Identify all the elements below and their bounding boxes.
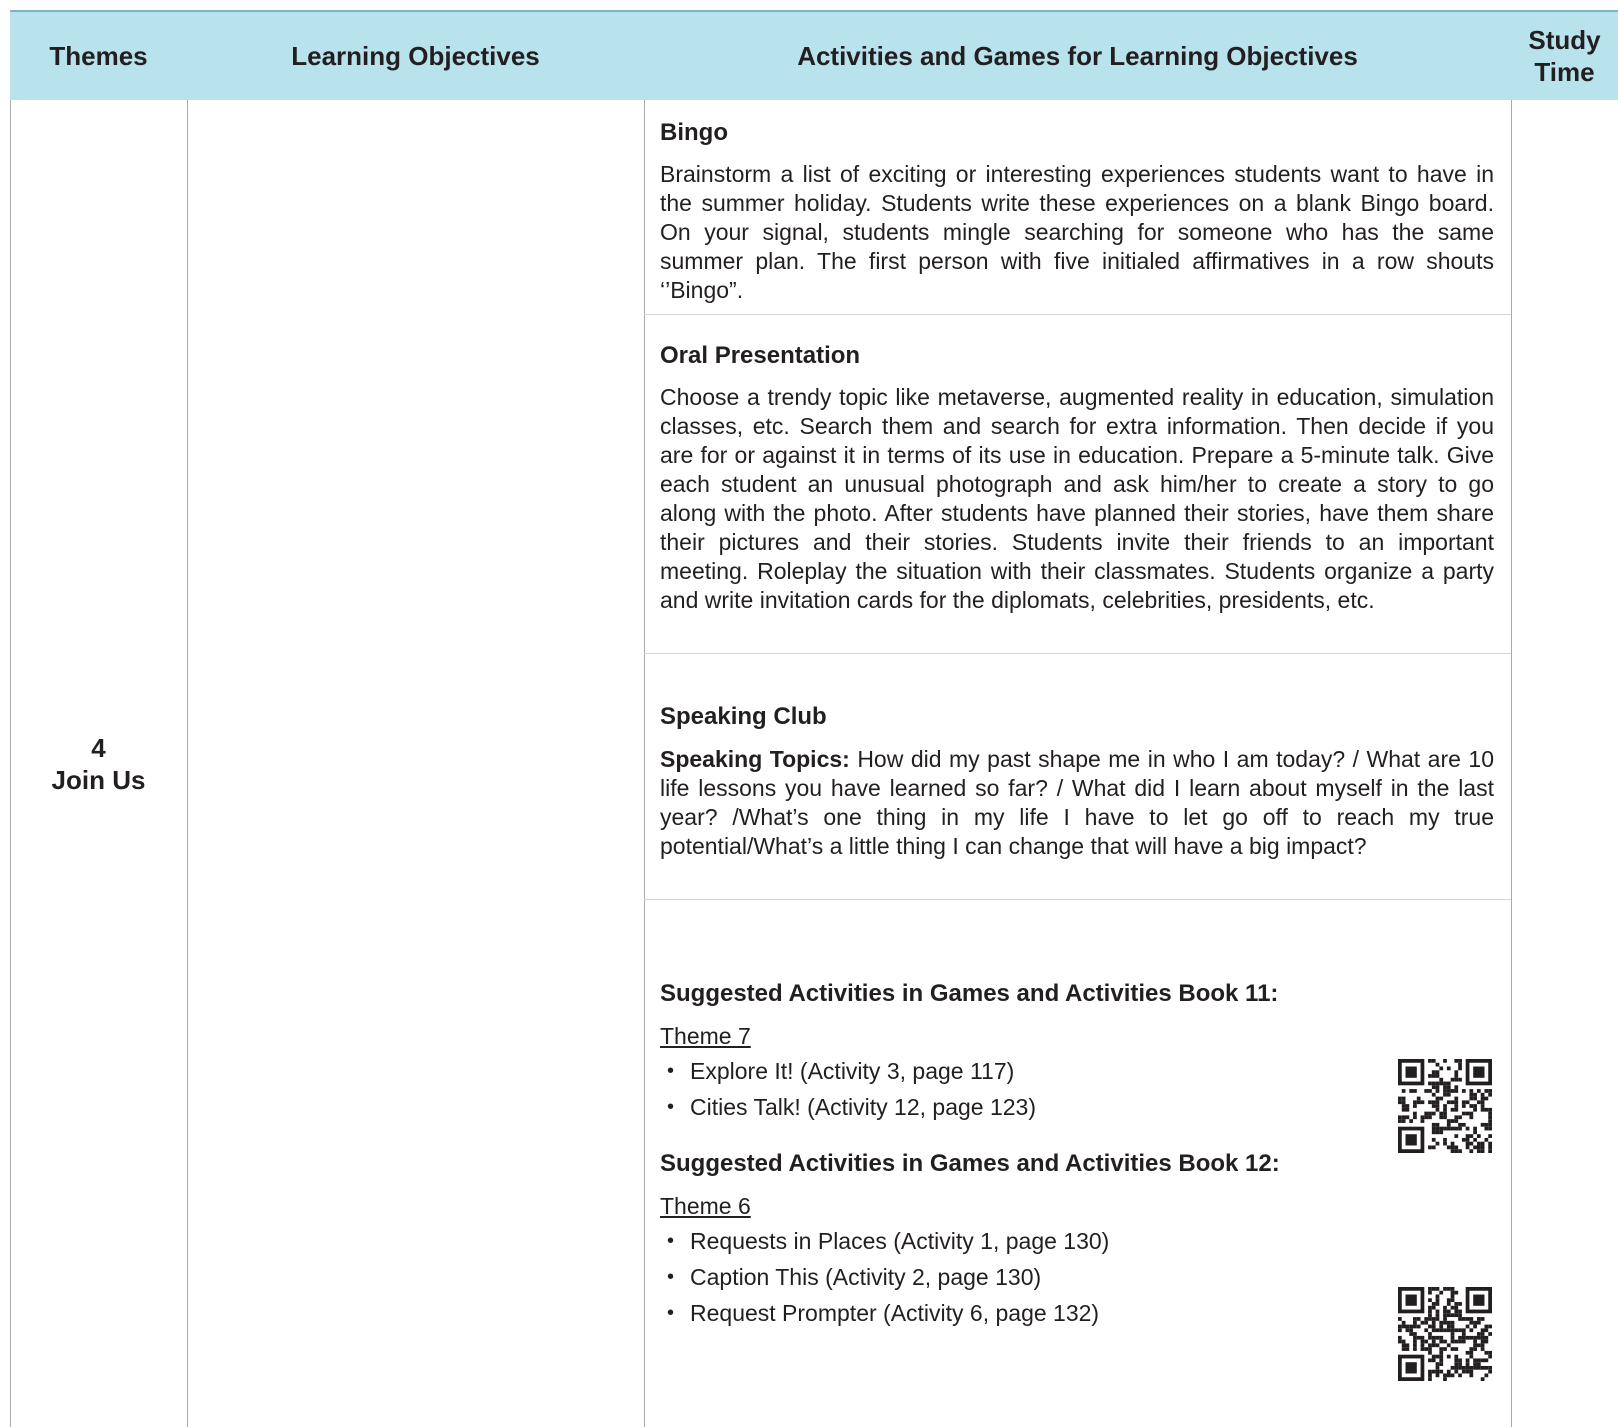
theme-name: Join Us (51, 764, 146, 795)
header-learning-objectives: Learning Objectives (291, 41, 540, 71)
header-study-time (1511, 12, 1618, 100)
bullet: • (667, 1302, 675, 1324)
list-item (660, 1259, 1494, 1295)
oral-presentation-activity (660, 341, 1494, 615)
bullet: • (667, 1266, 675, 1288)
book12-theme: Theme 6 (660, 1193, 751, 1219)
book12-suggestions (660, 1149, 1494, 1331)
bullet: • (667, 1096, 675, 1118)
activity-title: Oral Presentation (660, 342, 861, 369)
theme-cell (10, 100, 187, 1427)
bingo-activity (660, 118, 1494, 305)
book11-theme: Theme 7 (660, 1023, 751, 1049)
activity-description (660, 745, 1494, 861)
header-study-time-line1: Study (1528, 25, 1601, 55)
list-item (660, 1295, 1494, 1331)
list-item-text: Requests in Places (Activity 1, page 130) (690, 1228, 1110, 1254)
table-header (10, 12, 1618, 100)
header-activities: Activities and Games for Learning Objectives (797, 41, 1358, 71)
theme-number: 4 (91, 732, 106, 763)
list-item (660, 1053, 1494, 1089)
column-border-objectives (644, 100, 645, 1427)
activities-table (10, 10, 1618, 1427)
list-item-text: Cities Talk! (Activity 12, page 123) (690, 1094, 1037, 1120)
column-border-themes (187, 100, 188, 1427)
bullet: • (667, 1060, 675, 1082)
qr-code-icon[interactable] (1398, 1287, 1492, 1381)
header-themes: Themes (49, 41, 148, 71)
column-border-activities (1511, 100, 1512, 1427)
row-divider (644, 899, 1511, 900)
speaking-topics-text: How did my past shape me in who I am today? / What are 10 life lessons you have learned so far? / What did I learn about myself in the last year? /What’s one thing in my life I have to let go off to reach my true potential/What’s a little thing I can change that will have a big impact? (660, 746, 1495, 859)
activity-title: Speaking Club (660, 703, 827, 730)
row-divider (644, 314, 1511, 315)
qr-code-icon[interactable] (1398, 1059, 1492, 1153)
book11-list (660, 1053, 1494, 1125)
list-item-text: Explore It! (Activity 3, page 117) (690, 1058, 1015, 1084)
book11-suggestions (660, 979, 1494, 1125)
book11-title: Suggested Activities in Games and Activities Book 11: (660, 980, 1279, 1007)
header-study-time-line2: Time (1534, 57, 1595, 87)
list-item-text: Request Prompter (Activity 6, page 132) (690, 1300, 1100, 1326)
bullet: • (667, 1230, 675, 1252)
list-item (660, 1223, 1494, 1259)
activity-title: Bingo (660, 119, 728, 146)
activity-description: Brainstorm a list of exciting or interesting experiences students want to have in the summer holiday. Students write these experiences on a blank Bingo board. On your signal, students mingle searching for someone who has the same summer plan. The first person with five initialed affirmatives in a row shouts ‘’Bingo”. (660, 161, 1494, 303)
speaking-topics-label: Speaking Topics: (660, 746, 850, 772)
activity-description: Choose a trendy topic like metaverse, augmented reality in education, simulation classes, etc. Search them and search for extra information. Then decide if you are for or against it in terms of its use in education. Prepare a 5-minute talk. Give each student an unusual photograph and ask him/her to create a story to go along with the photo. After students have planned their stories, have them share their pictures and their stories. Students invite their friends to an important meeting. Roleplay the situation with their classmates. Students organize a party and write invitation cards for the diplomats, celebrities, presidents, etc. (660, 384, 1494, 613)
speaking-club-activity (660, 702, 1494, 861)
row-divider (644, 653, 1511, 654)
list-item-text: Caption This (Activity 2, page 130) (690, 1264, 1042, 1290)
book12-title: Suggested Activities in Games and Activities Book 12: (660, 1150, 1280, 1177)
list-item (660, 1089, 1494, 1125)
book12-list (660, 1223, 1494, 1331)
